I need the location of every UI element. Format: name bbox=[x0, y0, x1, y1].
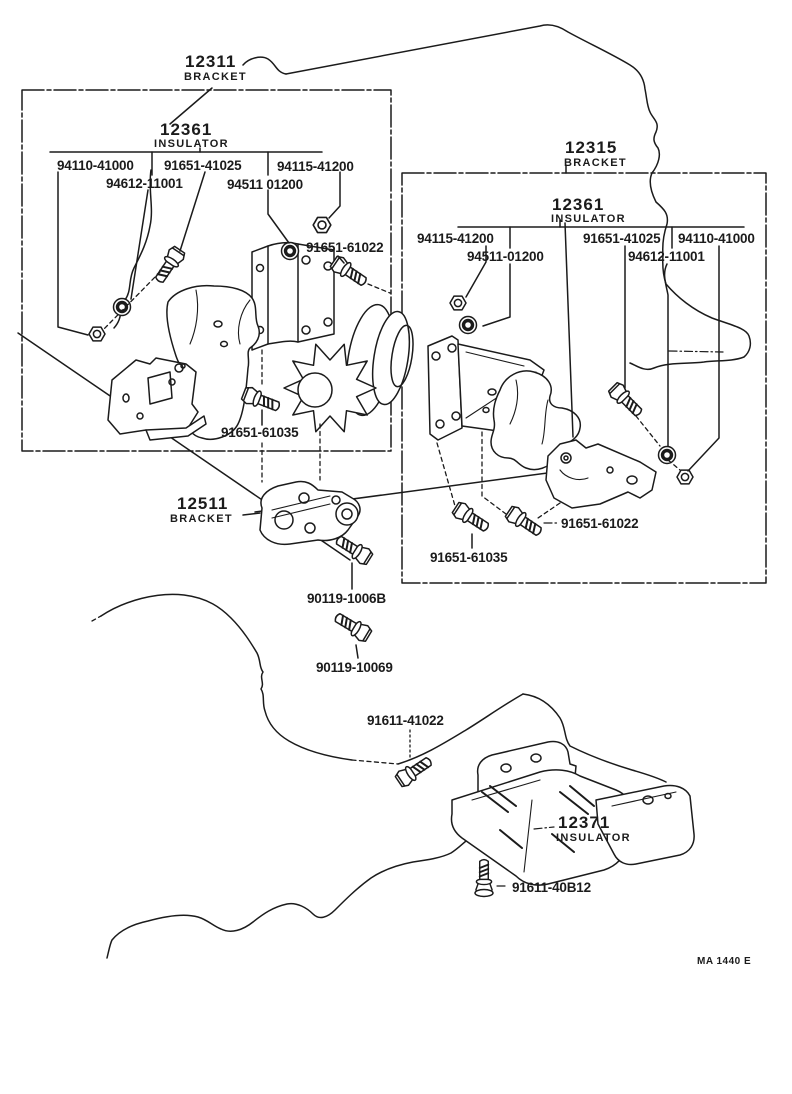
bolt-91651-61022-right bbox=[504, 504, 545, 539]
washer-94612-right bbox=[659, 447, 676, 464]
nut-94110-right bbox=[677, 470, 693, 484]
mount-foot-drawing-left bbox=[108, 358, 206, 440]
label-90119-10069: 90119-10069 bbox=[316, 660, 393, 675]
label-91651-61035-right: 91651-61035 bbox=[430, 550, 508, 565]
label-94115-right: 94115-41200 bbox=[417, 231, 494, 246]
label-94511-left: 94511 01200 bbox=[227, 177, 303, 192]
label-12315-number: 12315 bbox=[565, 138, 618, 157]
bolt-91611-40b12-drawing bbox=[475, 860, 493, 897]
washer-94511-right bbox=[460, 317, 477, 334]
label-91651-41025-left: 91651-41025 bbox=[164, 158, 242, 173]
label-12361-left-number: 12361 bbox=[160, 120, 213, 139]
label-12511-type: BRACKET bbox=[170, 513, 233, 525]
label-94110-left: 94110-41000 bbox=[57, 158, 134, 173]
bolt-91651-61022-left bbox=[329, 254, 370, 289]
label-12311-number: 12311 bbox=[185, 52, 237, 71]
label-94115-left: 94115-41200 bbox=[277, 159, 354, 174]
label-94110-right: 94110-41000 bbox=[678, 231, 755, 246]
label-12371-number: 12371 bbox=[558, 813, 611, 832]
label-94511-right: 94511-01200 bbox=[467, 249, 544, 264]
label-91651-61022-left: 91651-61022 bbox=[306, 240, 384, 255]
label-91651-61022-right: 91651-61022 bbox=[561, 516, 639, 531]
bracket-12511-drawing bbox=[260, 481, 360, 544]
label-12371-type: INSULATOR bbox=[556, 832, 631, 844]
figure-code: MA 1440 E bbox=[697, 956, 752, 967]
bolt-90119-10069-drawing bbox=[332, 609, 373, 643]
bolt-91651-41025-right bbox=[607, 381, 646, 420]
label-12511-number: 12511 bbox=[177, 494, 229, 513]
label-94612-right: 94612-11001 bbox=[628, 249, 705, 264]
label-91611-40b12: 91611-40B12 bbox=[512, 880, 591, 895]
label-12311-type: BRACKET bbox=[184, 71, 247, 83]
label-94612-left: 94612-11001 bbox=[106, 176, 183, 191]
bolt-91651-41025-left bbox=[151, 245, 186, 286]
washer-94511-left bbox=[282, 243, 299, 260]
washer-94612-left bbox=[114, 299, 131, 316]
label-91651-41025-right: 91651-41025 bbox=[583, 231, 661, 246]
label-12361-left-type: INSULATOR bbox=[154, 138, 229, 150]
label-90119-1006b: 90119-1006B bbox=[307, 591, 386, 606]
label-12361-right-type: INSULATOR bbox=[551, 213, 626, 225]
label-91651-61035-left: 91651-61035 bbox=[221, 425, 299, 440]
bolt-91651-61035-right bbox=[451, 500, 492, 535]
label-12361-right-number: 12361 bbox=[552, 195, 605, 214]
label-12315-type: BRACKET bbox=[564, 157, 627, 169]
label-91611-41022: 91611-41022 bbox=[367, 713, 444, 728]
bolt-90119-1006b-drawing bbox=[333, 532, 374, 566]
nut-94115-left bbox=[313, 217, 331, 232]
nut-94115-right bbox=[450, 296, 466, 310]
bracket-small-drawing-right bbox=[546, 440, 656, 508]
nut-94110-left bbox=[89, 327, 105, 341]
